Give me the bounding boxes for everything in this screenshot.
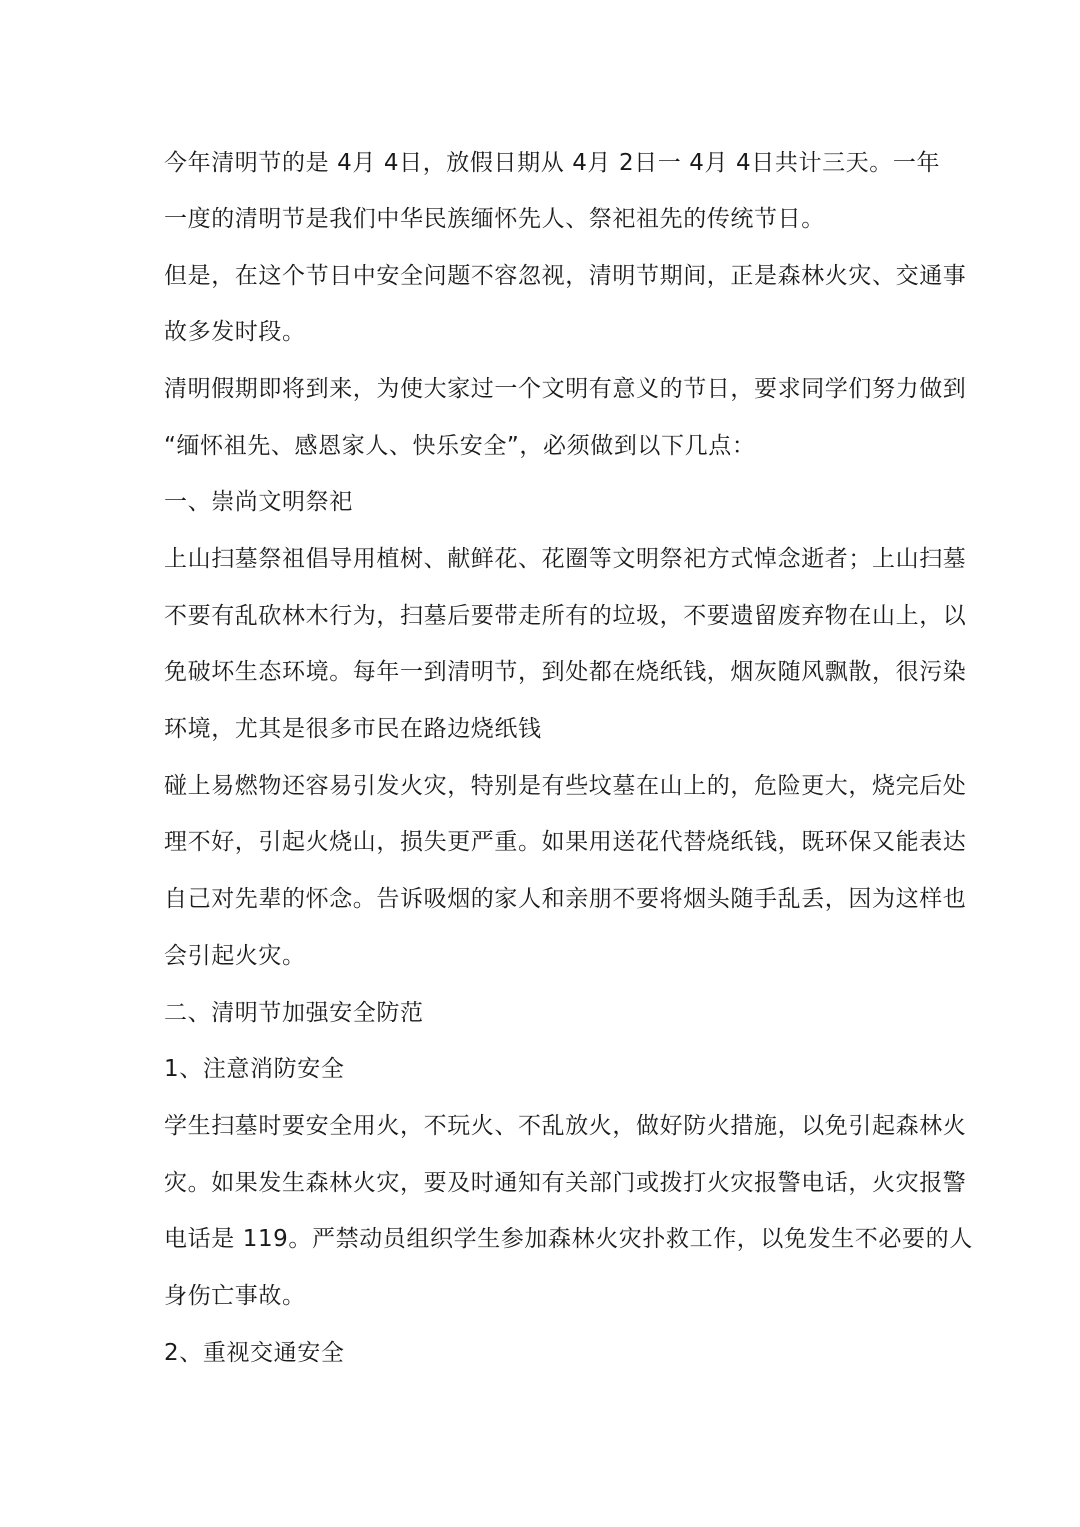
section-heading: 二、清明节加强安全防范: [164, 1000, 424, 1026]
text-line: 身伤亡事故。: [164, 1283, 306, 1309]
text-line: 但是，在这个节日中安全问题不容忽视，清明节期间，正是森林火灾、交通事: [164, 263, 967, 289]
text-line: 上山扫墓祭祖倡导用植树、献鲜花、花圈等文明祭祀方式悼念逝者；上山扫墓: [164, 546, 967, 572]
text-line: 理不好，引起火烧山，损失更严重。如果用送花代替烧纸钱，既环保又能表达: [164, 829, 967, 855]
text-line: 故多发时段。: [164, 319, 306, 345]
subsection-heading: 2、重视交通安全: [164, 1340, 345, 1366]
text-line: 自己对先辈的怀念。告诉吸烟的家人和亲朋不要将烟头随手乱丢，因为这样也: [164, 886, 967, 912]
subsection-heading: 1、注意消防安全: [164, 1056, 345, 1082]
text-line: 一度的清明节是我们中华民族缅怀先人、祭祀祖先的传统节日。: [164, 206, 825, 232]
text-line: 碰上易燃物还容易引发火灾，特别是有些坟墓在山上的，危险更大，烧完后处: [164, 773, 967, 799]
text-line: 会引起火灾。: [164, 943, 306, 969]
text-line: 电话是 119。严禁动员组织学生参加森林火灾扑救工作，以免发生不必要的人: [164, 1226, 973, 1252]
text-line: 今年清明节的是 4月 4日，放假日期从 4月 2日一 4月 4日共计三天。一年: [164, 150, 941, 176]
text-line: 清明假期即将到来，为使大家过一个文明有意义的节日，要求同学们努力做到: [164, 376, 967, 402]
text-line: 灾。如果发生森林火灾，要及时通知有关部门或拨打火灾报警电话，火灾报警: [164, 1170, 967, 1196]
text-line: 学生扫墓时要安全用火，不玩火、不乱放火，做好防火措施，以免引起森林火: [164, 1113, 967, 1139]
text-line: “缅怀祖先、感恩家人、快乐安全”，必须做到以下几点：: [164, 433, 756, 459]
section-heading: 一、崇尚文明祭祀: [164, 489, 353, 515]
text-line: 免破坏生态环境。每年一到清明节，到处都在烧纸钱，烟灰随风飘散，很污染: [164, 659, 967, 685]
text-line: 不要有乱砍林木行为，扫墓后要带走所有的垃圾，不要遗留废弃物在山上，以: [164, 603, 967, 629]
text-line: 环境，尤其是很多市民在路边烧纸钱: [164, 716, 542, 742]
